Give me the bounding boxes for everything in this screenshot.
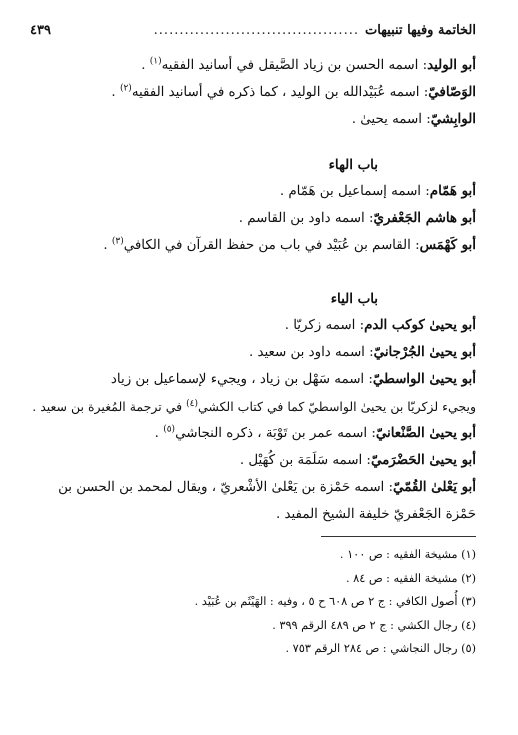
entry-line (30, 474, 476, 501)
footnote-ref: (١) (149, 56, 162, 67)
entry-name: الوَصّافيّ (428, 84, 476, 100)
header-title: الخاتمة وفيها تنبيهات (364, 23, 476, 38)
entry-text: : اسمه الحسن بن زياد الصَّيقل في أسانيد الفقيه (161, 58, 428, 73)
section-heading-ya: باب الياء (330, 291, 378, 307)
entry-continuation-line (30, 501, 476, 528)
entry-line (30, 420, 476, 447)
entry-tail: في ترجمة المُغيرة بن سعيد . (32, 399, 187, 414)
entry-text: : اسمه داود بن سعيد . (248, 345, 374, 360)
entry-name: أبو يحيىٰ الحَضْرَميّ (370, 452, 476, 468)
footnote-ref: (٢) (119, 83, 132, 94)
entry-text: : اسمه عمر بن تَوْبَة ، ذكره النجاشي (175, 426, 376, 441)
entry-tail: . (111, 85, 120, 100)
entry-text: : اسمه إسماعيل بن هَمّام . (279, 184, 430, 199)
section-heading-ha: باب الهاء (328, 157, 378, 173)
entry-line (30, 178, 476, 205)
section-ya-entries (30, 312, 476, 528)
running-header (30, 22, 476, 40)
entry-name: أبو الوليد (427, 57, 476, 73)
footnote-4: (٤) رجال الكشي : ج ٢ ص ٤٨٩ الرقم ٣٩٩ . (272, 618, 476, 632)
page-number: ٤٣٩ (30, 23, 51, 38)
footnote-3: (٣) أُصول الكافي : ج ٢ ص ٦٠٨ ح ٥ ، وفيه : الهَيْثَم بن عُبَيْد . (194, 595, 476, 608)
entry-tail: . (141, 58, 150, 73)
entry-text: : القاسم بن عُبَيْد في باب من حفظ القرآن في الكافي (123, 238, 420, 253)
entry-text: : اسمه سَهْل بن زياد ، ويجيء لإسماعيل بن زياد (110, 372, 373, 387)
entry-name: أبو يحيىٰ كوكب الدم (364, 317, 476, 333)
entry-text: : اسمه سَلَمَة بن كُهَيْل . (239, 453, 371, 468)
entry-name: أبو يحيىٰ الصَّنْعانيّ (375, 425, 476, 441)
entry-text: : اسمه عُبَيْدالله بن الوليد ، كما ذكره في أسانيد الفقيه (131, 85, 429, 100)
entry-text: ويجيء لزكريّا بن يحيىٰ الواسطيّ كما في كتاب الكشي (197, 399, 476, 414)
entry-text: حَمْزة الجَعْفريّ خليفة الشيخ المفيد . (275, 507, 476, 522)
entry-line (30, 339, 476, 366)
entry-line (30, 366, 476, 393)
entry-name: أبو هَمّام (429, 183, 476, 199)
entry-text: : اسمه زكريّا . (284, 318, 365, 333)
footnote-5: (٥) رجال النجاشي : ص ٢٨٤ الرقم ٧٥٣ . (285, 642, 476, 655)
entry-line (30, 447, 476, 474)
footnote-ref: (٣) (111, 236, 124, 247)
entry-line (30, 312, 476, 339)
entry-name: أبو يحيىٰ الجُرْجانيّ (373, 344, 476, 360)
footnote-separator (321, 536, 476, 537)
entry-name: أبو كَهْمَس (419, 237, 476, 253)
continued-entries (30, 52, 476, 133)
entry-name: أبو هاشم الجَعْفريّ (373, 210, 476, 226)
footnote-ref: (٥) (163, 424, 176, 435)
section-ha-entries (30, 178, 476, 259)
entry-line (30, 79, 476, 106)
entry-text: : اسمه يحيىٰ . (351, 112, 431, 127)
entry-name: أبو يَعْلىٰ القُمّيّ (393, 479, 476, 495)
entry-line (30, 52, 476, 79)
footnote-2: (٢) مشيخة الفقيه : ص ٨٤ . (345, 571, 476, 585)
footnote-ref: (٤) (186, 398, 198, 409)
entry-text: : اسمه داود بن القاسم . (238, 211, 374, 226)
entry-tail: . (154, 426, 164, 441)
footnotes (30, 543, 476, 661)
entry-text: : اسمه حَمْزة بن يَعْلىٰ الأشْعريّ ، ويقال لمحمد بن الحسن بن (58, 480, 394, 495)
entry-line (30, 205, 476, 232)
entry-tail: . (103, 238, 112, 253)
entry-name: الوابِشيّ (430, 111, 476, 127)
entry-line (30, 106, 476, 133)
entry-line (30, 232, 476, 259)
entry-continuation-line (30, 393, 476, 420)
footnote-1: (١) مشيخة الفقيه : ص ١٠٠ . (339, 548, 476, 561)
header-dot-leader: ........................................ (153, 23, 359, 38)
entry-name: أبو يحيىٰ الواسطيّ (372, 371, 476, 387)
